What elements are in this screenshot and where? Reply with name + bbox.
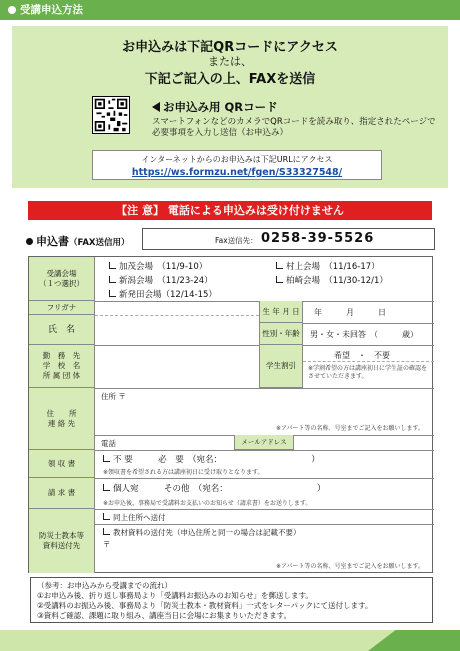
section-header [0,0,460,20]
name-label: 氏 名 [29,315,95,345]
venue-option[interactable]: 加茂会場 （11/9-10） [109,260,207,272]
fax-number: 0258-39-5526 [261,231,375,246]
material-same-address-option[interactable]: 同上住所へ送付 [103,512,166,523]
qr-code-icon[interactable] [92,96,130,134]
gender-label: 性別・年齢 [259,323,303,345]
checkbox-icon[interactable] [276,276,283,283]
receipt-note: ※領収書を希望される方は講座初日に受け取りとなります。 [103,469,264,476]
email-field[interactable] [295,436,433,449]
student-discount-label: 学生割引 [259,345,303,388]
name-field[interactable] [95,316,259,344]
note-item: ②受講料のお振込み後、事務局より「防災士教本・教材資料」一式をレターパックにて送付します。 [37,601,373,610]
application-url-link[interactable]: https://ws.formzu.net/fgen/S33327548/ [131,167,343,178]
url-box [92,150,382,180]
venue-label: 受講会場 （１つ選択） [29,257,95,301]
venue-option[interactable]: 村上会場 （11/16-17） [276,260,380,272]
invoice-note: ※お申込後、事務局で受講料お支払いのお知らせ（請求書）をお送りします。 [103,500,312,507]
application-form [28,256,433,573]
receipt-label: 領 収 書 [29,450,95,478]
checkbox-icon[interactable] [109,262,116,269]
fax-box [142,228,435,250]
email-label: メールアドレス [234,435,294,450]
note-item: ③資料ご確認、課題に取り組み、講座当日に会場にお集まりいただきます。 [37,611,292,620]
address-note: ※アパート等の名称、号室までご記入をお願いします。 [276,425,425,432]
checkbox-icon[interactable] [103,455,110,462]
bullet-icon [26,238,33,245]
form-title: 申込書（FAX送信用） [26,233,129,249]
instructions-panel [12,26,448,188]
warning-banner: 【注 意】 電話による申込みは受け付けません [28,201,432,220]
checkbox-icon[interactable] [109,290,116,297]
material-alt-address-option[interactable]: 教材資料の送付先（申込住所と同一の場合は記載不要） [103,527,301,538]
qr-description: スマートフォンなどのカメラでQRコードを読み取り、指定されたページで必要事項を入力し送信（お申込み） [152,117,436,138]
checkbox-icon[interactable] [103,513,110,520]
qr-label: お申込み用 QRコード [152,99,278,115]
dob-field[interactable]: 年 月 日 [314,308,386,317]
url-note: インターネットからのお申込みは下記URLにアクセス [141,155,333,164]
gender-age-field[interactable]: 男・女・未回答 （ 歳） [310,330,418,339]
note-item: ①お申込み後、折り返し事務局より「受講料お振込みのお知らせ」を郵送します。 [37,591,313,600]
address-field[interactable]: 住所 〒 [101,392,126,401]
instruction-line-1: お申込みは下記QRコードにアクセス [122,40,338,55]
venue-option[interactable]: 柏崎会場 （11/30-12/1） [276,274,388,286]
checkbox-icon[interactable] [276,262,283,269]
section-title: 受講申込方法 [20,4,83,16]
dob-label: 生 年 月 日 [259,301,303,323]
divider [95,524,434,525]
invoice-options[interactable]: 個人宛 その他 （宛名： ） [103,482,326,494]
notes-title: （参考：お申込みから受講までの流れ） [37,581,172,590]
checkbox-icon[interactable] [109,276,116,283]
checkbox-icon[interactable] [103,484,110,491]
material-note: ※アパート等の名称、号室までご記入をお願いします。 [276,563,425,570]
material-label: 防災士教本等 資料送付先 [29,509,95,573]
checkbox-icon[interactable] [103,528,110,535]
dashed-divider [303,361,434,362]
furigana-field[interactable] [95,302,259,315]
bullet-icon [8,6,16,14]
workplace-field[interactable] [95,346,259,387]
tel-field[interactable]: 電話 [101,439,116,448]
arrow-left-icon [152,102,160,112]
furigana-label: フリガナ [29,301,95,315]
material-zip-field[interactable]: 〒 [103,540,111,549]
invoice-label: 請 求 書 [29,478,95,509]
student-discount-field[interactable]: 希望 ・ 不要 [334,351,390,360]
venue-option[interactable]: 新発田会場（12/14-15） [109,288,217,300]
receipt-options[interactable]: 不 要 必 要 （宛名： ） [103,453,320,465]
instruction-line-2: または、 [208,55,252,68]
instruction-line-3: 下記ご記入の上、FAXを送信 [144,72,316,87]
process-notes [30,577,433,623]
fax-label: Fax送信先： [215,236,258,245]
venue-option[interactable]: 新潟会場 （11/23-24） [109,274,213,286]
workplace-label: 勤 務 先 学 校 名 所 属 団 体 [29,345,95,388]
student-note: ※学割希望の方は講座初日に学生証の確認をさせていただきます。 [308,365,428,380]
address-label: 住 所 連 絡 先 [29,388,95,450]
